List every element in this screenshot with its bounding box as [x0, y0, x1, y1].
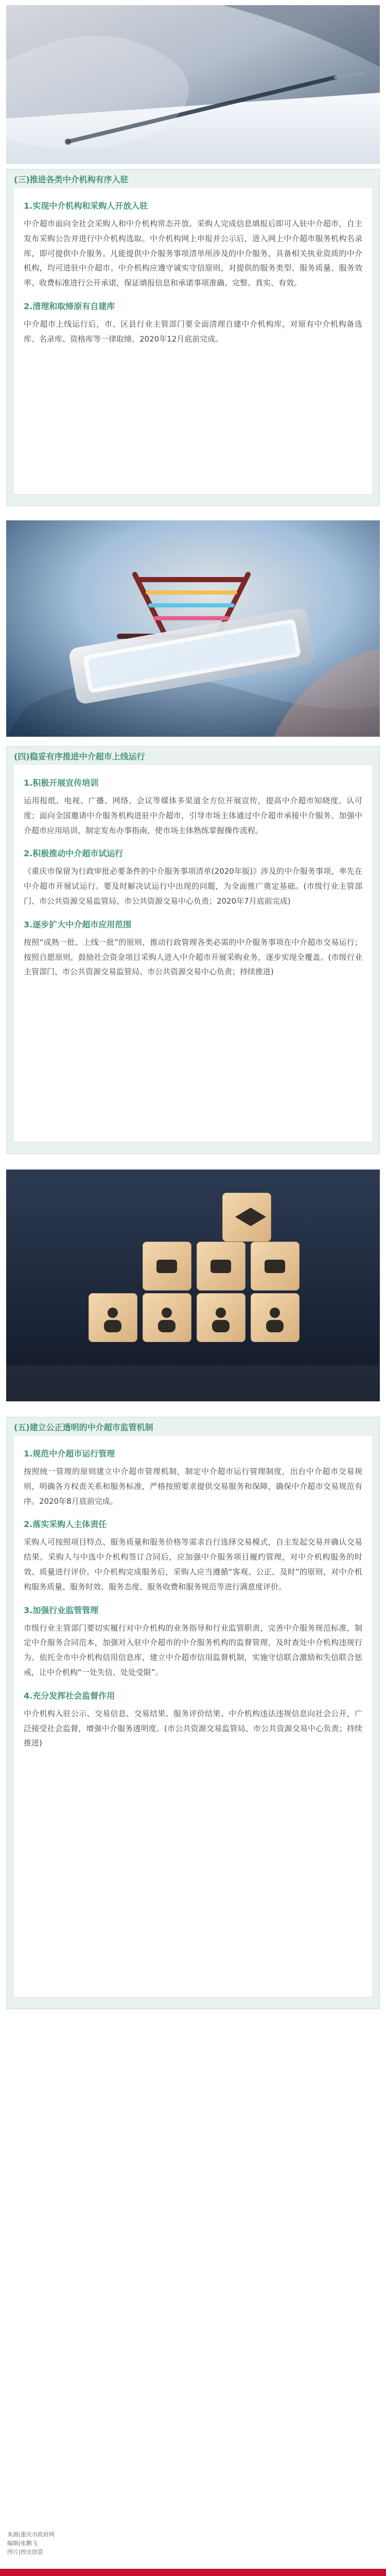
- subsection-title: 2.清理和取缔原有自建库: [24, 301, 115, 311]
- subsection-title: 2.落实采购人主体责任: [24, 1519, 107, 1530]
- brand-footer: [0, 2569, 386, 2576]
- photo-1: [6, 5, 380, 164]
- subsection-title: 3.加强行业监管管理: [24, 1605, 99, 1615]
- subsection-title: 4.充分发挥社会监督作用: [24, 1690, 115, 1701]
- section-content: [13, 765, 373, 1142]
- section-card-4: [6, 746, 380, 1154]
- paragraph: 中介超市面向全社会采购人和中介机构常态开放。采购人完成信息填报后即可入驻中介超市，自主发布采购公告并进行中介机构选取。中介机构网上申报并公示后，进入网上中介超市服务机构名录库，即可提供中介服务。凡能提供中介服务事项清单所涉及的中介服务，具备相关执业资质的中介机构，均可进驻中介超市。中介机构应遵守诚实守信原则，对提供的服务类型、服务质量、服务效率、收费标准进行公开承诺，保证填报信息和承诺事项准确、完整、真实、有效。: [24, 219, 362, 288]
- subsection-title: 3.逐步扩大中介超市应用范围: [24, 919, 132, 929]
- section-card-5: [6, 1417, 380, 2009]
- credit-line: 来源|重庆市政府网: [7, 2531, 55, 2538]
- section-header: (四)稳妥有序推进中介超市上线运行: [14, 751, 145, 761]
- photo-2: [6, 520, 380, 737]
- paragraph: 按照统一管理的原则建立中介超市管理机制，制定中介超市运行管理制度，出台中介超市交易规则，明确各方权责关系和服务标准，严格按照要求提供交易服务和保障，确保中介超市交易规范有序。2020年8月底前完成。: [24, 1467, 362, 1506]
- paragraph: 中介机构入驻公示、交易信息、交易结果、服务评价结果、中介机构违法违规信息向社会公开，广泛接受社会监督，增强中介服务透明度。(市公共资源交易监管局、市公共资源交易中心负责；持续推进): [24, 1708, 362, 1748]
- photo-3: [6, 1170, 380, 1401]
- credit-line: 图片|图虫创意: [7, 2549, 43, 2556]
- credits: [7, 2530, 55, 2556]
- paragraph: 运用报纸、电视、广播、网络、会议等媒体多渠道全方位开展宣传，提高中介超市知晓度、认可度；面向全国邀请中介服务机构进驻中介超市，引导市场主体通过中介超市承接中介服务。加强中介超市应用培训，制定发布办事指南，使市场主体熟练掌握操作流程。: [24, 796, 362, 835]
- document-signing-photo: [6, 5, 380, 164]
- subsection-title: 2.积极推动中介超市试运行: [24, 849, 124, 859]
- section-content: [13, 188, 373, 495]
- section-header: (三)推进各类中介机构有序入驻: [14, 174, 129, 184]
- subsection-title: 1.规范中介超市运行管理: [24, 1449, 115, 1459]
- paragraph: 《重庆市保留为行政审批必要条件的中介服务事项清单(2020年版)》涉及的中介服务事项，率先在中介超市开展试运行。要及时解决试运行中出现的问题，为全面推广奠定基础。(市级行业主管部门、市公共资源交易监管局、市公共资源交易中心负责；2020年7月底前完成): [24, 867, 362, 906]
- paragraph: 采购人可按照项目特点、服务质量和服务价格等需求自行选择交易模式，自主发起交易并确认交易结果。采购人与中选中介机构签订合同后，应加强中介服务项目履约管理，对中介机构服务的时效、质量进行评价。中介机构完成服务后，采购人应当遵循“客观、公正、及时”的原则，对中介机构服务质量、服务时效、服务态度、服务收费和服务规范等进行满意度评价。: [24, 1537, 362, 1591]
- section-header: (五)建立公正透明的中介超市监管机制: [14, 1422, 153, 1432]
- paragraph: 按照“成熟一批、上线一批”的原则，推动行政管理各类必需的中介服务事项在中介超市交易运行；按照自愿原则，鼓励社会资金项目采购人进入中介超市开展采购业务，逐步实现全覆盖。(市级行业主管部门、市公共资源交易监管局、市公共资源交易中心负责；持续推进): [24, 937, 362, 977]
- section-card-3: [6, 169, 380, 506]
- subsection-title: 1.实现中介机构和采购人开放入驻: [24, 201, 148, 211]
- wooden-cubes-photo: [6, 1170, 380, 1401]
- section-content: [13, 1436, 373, 1997]
- shopping-cart-phone-photo: [6, 520, 380, 737]
- paragraph: 市级行业主管部门要切实履行对中介机构的业务指导和行业监管职责，完善中介服务规范标准，制定中介服务合同范本，加强对入驻中介超市的中介服务机构的监督管理，及时查处中介机构违规行为。依托全市中介机构信用信息库，建立中介超市信用监督机制，实施守信联合激励和失信联合惩戒，让中介机构“一处失信、处处受限”。: [24, 1623, 362, 1677]
- paragraph: 中介超市上线运行后，市、区县行业主管部门要全面清理自建中介机构库，对原有中介机构备选库、名录库、资格库等一律取缔。2020年12月底前完成。: [24, 319, 362, 344]
- credit-line: 编辑|张鹏飞: [7, 2540, 38, 2547]
- subsection-title: 1.积极开展宣传培训: [24, 778, 99, 788]
